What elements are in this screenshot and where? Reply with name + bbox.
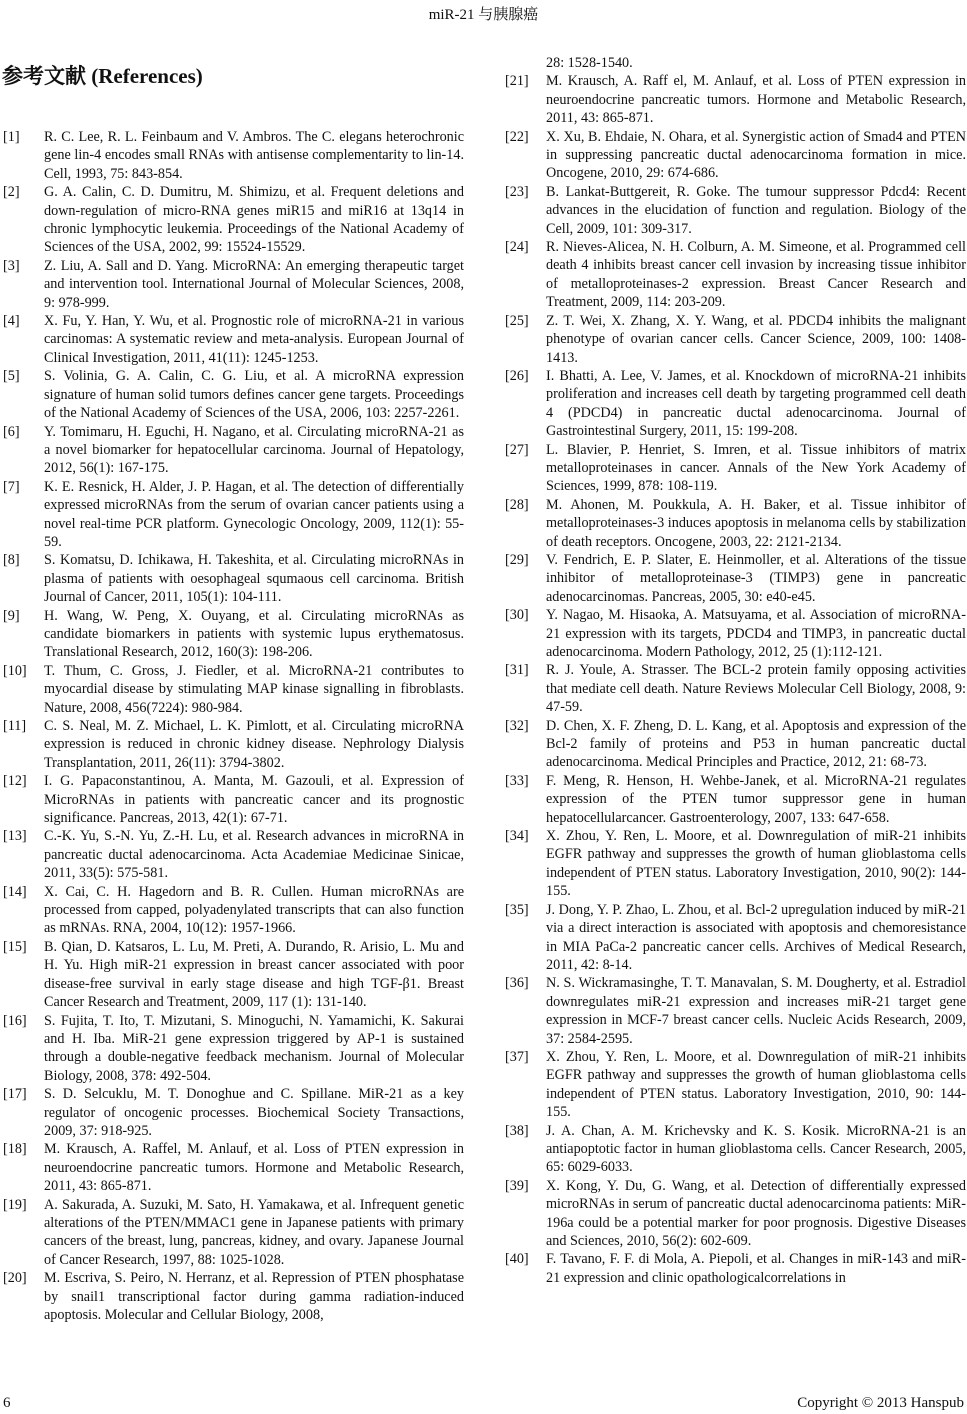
reference-item xyxy=(3,607,464,662)
reference-number: [31] xyxy=(505,662,529,679)
reference-text: B. Lankat-Buttgereit, R. Goke. The tumour suppressor Pdcd4: Recent advances in the elucidation of function and regulation. Biology of the Cell, 2009, 101: 309-317. xyxy=(546,183,966,237)
reference-number: [5] xyxy=(3,368,20,385)
reference-item xyxy=(505,1122,966,1177)
reference-number: [29] xyxy=(505,551,529,568)
reference-item xyxy=(505,441,966,496)
reference-item xyxy=(3,1196,464,1270)
reference-item xyxy=(3,1085,464,1140)
reference-text: Y. Nagao, M. Hisaoka, A. Matsuyama, et al. Association of microRNA-21 expression with its targets, PDCD4 and TIMP3, in pancreatic ductal adenocarcinoma. Modern Pathology, 2012, 25 (1):112-121. xyxy=(546,607,966,660)
reference-text: M. Krausch, A. Raff el, M. Anlauf, et al. Loss of PTEN expression in neuroendocrine pancreatic tumors. Hormone and Metabolic Research, 2011, 43: 865-871. xyxy=(546,73,966,127)
reference-number: [12] xyxy=(3,773,27,790)
reference-item xyxy=(505,717,966,772)
reference-item xyxy=(505,772,966,827)
reference-number: [28] xyxy=(505,496,529,513)
reference-text: J. A. Chan, A. M. Krichevsky and K. S. Kosik. MicroRNA-21 is an antiapoptotic factor in human glioblastoma cells. Cancer Research, 2005, 65: 6029-6033. xyxy=(546,1122,966,1176)
reference-number: [13] xyxy=(3,828,27,845)
reference-number: [27] xyxy=(505,441,529,458)
reference-item xyxy=(3,938,464,1012)
reference-item xyxy=(505,1250,966,1287)
reference-item xyxy=(505,1048,966,1122)
reference-text: C.-K. Yu, S.-N. Yu, Z.-H. Lu, et al. Research advances in microRNA in pancreatic ductal adenocarcinoma. Acta Academiae Medicinae Sinicae, 2011, 33(5): 575-581. xyxy=(44,828,464,882)
reference-item xyxy=(505,238,966,312)
reference-item xyxy=(505,312,966,367)
references-left-column xyxy=(3,128,464,1324)
reference-item xyxy=(505,183,966,238)
reference-number: [24] xyxy=(505,239,529,256)
reference-item xyxy=(3,551,464,606)
reference-text: F. Tavano, F. F. di Mola, A. Piepoli, et al. Changes in miR-143 and miR-21 expression and clinic opathologicalcorrelations in xyxy=(546,1251,966,1286)
reference-number: [8] xyxy=(3,552,20,569)
section-title: 参考文献 (References) xyxy=(2,64,203,88)
reference-text: R. J. Youle, A. Strasser. The BCL-2 protein family opposing activities that mediate cell death. Nature Reviews Molecular Cell Biology, 2008, 9: 47-59. xyxy=(546,662,966,716)
reference-number: [25] xyxy=(505,312,529,329)
reference-number: [34] xyxy=(505,828,529,845)
reference-number: [39] xyxy=(505,1177,529,1194)
reference-number: [35] xyxy=(505,901,529,918)
reference-text: Y. Tomimaru, H. Eguchi, H. Nagano, et al. Circulating microRNA-21 as a novel biomarker for hepatocellular carcinoma. Journal of Hepatology, 2012, 56(1): 167-175. xyxy=(44,423,464,477)
copyright-notice: Copyright © 2013 Hanspub xyxy=(797,1395,964,1411)
reference-text: R. Nieves-Alicea, N. H. Colburn, A. M. Simeone, et al. Programmed cell death 4 inhibits breast cancer cell invasion by increasing tissue inhibitor of metalloproteinases-2 expression. Breast Cancer Research and Treatment, 2009, 114: 203-209. xyxy=(546,239,966,311)
reference-item xyxy=(505,551,966,606)
reference-number: [7] xyxy=(3,478,20,495)
reference-number: [36] xyxy=(505,975,529,992)
reference-item xyxy=(3,827,464,882)
reference-number: [17] xyxy=(3,1086,27,1103)
reference-text: G. A. Calin, C. D. Dumitru, M. Shimizu, et al. Frequent deletions and down-regulation of micro-RNA genes miR15 and miR16 at 13q14 in chronic lymphocytic leukemia. Proceedings of the National Academy of Sciences of the USA, 2002, 99: 15524-15529. xyxy=(44,184,464,256)
reference-text: V. Fendrich, E. P. Slater, E. Heinmoller, et al. Alterations of the tissue inhibitor of metalloproteinase-3 (TIMP3) gene in pancreatic adenocarcinomas. Pancreas, 2005, 30: e40-e45. xyxy=(546,551,966,605)
reference-number: [19] xyxy=(3,1196,27,1213)
reference-text: N. S. Wickramasinghe, T. T. Manavalan, S. M. Dougherty, et al. Estradiol downregulates miR-21 expression and increases miR-21 target gene expression in MCF-7 breast cancer cells. Nucleic Acids Research, 2009, 37: 2584-2595. xyxy=(546,975,966,1047)
reference-item xyxy=(505,827,966,901)
reference-number: [23] xyxy=(505,183,529,200)
reference-number: [11] xyxy=(3,718,27,734)
reference-item xyxy=(3,367,464,422)
reference-text: T. Thum, C. Gross, J. Fiedler, et al. MicroRNA-21 contributes to myocardial disease by stimulating MAP kinase signalling in fibroblasts. Nature, 2008, 456(7224): 980-984. xyxy=(44,662,464,716)
references-right-column xyxy=(505,54,966,1287)
reference-text: R. C. Lee, R. L. Feinbaum and V. Ambros. The C. elegans heterochronic gene lin-4 encodes small RNAs with antisense complementarity to lin-14. Cell, 1993, 75: 843-854. xyxy=(44,129,464,182)
reference-item xyxy=(3,883,464,938)
reference-text: B. Qian, D. Katsaros, L. Lu, M. Preti, A. Durando, R. Arisio, L. Mu and H. Yu. High miR-21 expression in breast cancer associated with poor disease-free survival in early stage disease and high TGF-β1. Breast Cancer Research and Treatment, 2009, 117 (1): 131-140. xyxy=(44,938,464,1011)
reference-number: [2] xyxy=(3,184,20,201)
reference-text: S. D. Selcuklu, M. T. Donoghue and C. Spillane. MiR-21 as a key regulator of oncogenic processes. Biochemical Society Transactions, 2009, 37: 918-925. xyxy=(44,1086,464,1139)
reference-item xyxy=(505,974,966,1048)
reference-number: [3] xyxy=(3,257,20,274)
reference-text: M. Ahonen, M. Poukkula, A. H. Baker, et al. Tissue inhibitor of metalloproteinases-3 induces apoptosis in melanoma cells by stabilization of death receptors. Oncogene, 2003, 22: 2121-2134. xyxy=(546,496,966,550)
reference-number: [30] xyxy=(505,607,529,624)
reference-text: Z. Liu, A. Sall and D. Yang. MicroRNA: An emerging therapeutic target and intervention tool. International Journal of Molecular Sciences, 2008, 9: 978-999. xyxy=(44,257,464,311)
reference-text: M. Krausch, A. Raffel, M. Anlauf, et al. Loss of PTEN expression in neuroendocrine pancreatic tumors. Hormone and Metabolic Research, 2011, 43: 865-871. xyxy=(44,1141,464,1195)
reference-text: X. Fu, Y. Han, Y. Wu, et al. Prognostic role of microRNA-21 in various carcinomas: A systematic review and meta-analysis. European Journal of Clinical Investigation, 2011, 41(11): 1245-1253. xyxy=(44,313,464,366)
reference-number: [16] xyxy=(3,1012,27,1029)
reference-item xyxy=(3,717,464,772)
reference-item xyxy=(505,901,966,975)
reference-item xyxy=(3,478,464,552)
reference-number: [26] xyxy=(505,367,529,384)
reference-text: S. Komatsu, D. Ichikawa, H. Takeshita, et al. Circulating microRNAs in plasma of patients with oesophageal squmaous cell carcinoma. British Journal of Cancer, 2011, 105(1): 104-111. xyxy=(44,552,464,606)
reference-item xyxy=(3,1140,464,1195)
reference-number: [14] xyxy=(3,883,27,900)
reference-number: [20] xyxy=(3,1270,27,1287)
reference-text: C. S. Neal, M. Z. Michael, L. K. Pimlott, et al. Circulating microRNA expression is reduced in chronic kidney disease. Nephrology Dialysis Transplantation, 2011, 26(11): 3794-3802. xyxy=(44,718,464,771)
reference-item xyxy=(505,606,966,661)
reference-item xyxy=(505,496,966,551)
reference-text: H. Wang, W. Peng, X. Ouyang, et al. Circulating microRNAs as candidate biomarkers in patients with systemic lupus erythematosus. Translational Research, 2012, 160(3): 198-206. xyxy=(44,607,464,661)
reference-text: J. Dong, Y. P. Zhao, L. Zhou, et al. Bcl-2 upregulation induced by miR-21 via a direct interaction is associated with apoptosis and chemoresistance in MIA PaCa-2 pancreatic cancer cells. Archives of Medical Research, 2011, 42: 8-14. xyxy=(546,901,966,973)
reference-text: X. Xu, B. Ehdaie, N. Ohara, et al. Synergistic action of Smad4 and PTEN in suppressing pancreatic ductal adenocarcinoma formation in mice. Oncogene, 2010, 29: 674-686. xyxy=(546,128,966,182)
reference-number: [18] xyxy=(3,1141,27,1158)
reference-item xyxy=(3,128,464,183)
reference-item xyxy=(3,257,464,312)
reference-number: [4] xyxy=(3,313,20,330)
reference-number: [9] xyxy=(3,607,20,624)
reference-text: X. Cai, C. H. Hagedorn and B. R. Cullen. Human microRNAs are processed from capped, polyadenylated transcripts that can also function as mRNAs. RNA, 2004, 10(12): 1957-1966. xyxy=(44,883,464,937)
reference-number: [32] xyxy=(505,717,529,734)
reference-text: M. Escriva, S. Peiro, N. Herranz, et al. Repression of PTEN phosphatase by snail1 transcriptional factor during gamma radiation-induced apoptosis. Molecular and Cellular Biology, 2008, xyxy=(44,1270,464,1323)
reference-item xyxy=(3,312,464,367)
reference-number: [15] xyxy=(3,938,27,955)
reference-number: [38] xyxy=(505,1122,529,1139)
reference-item xyxy=(505,661,966,716)
reference-number: [37] xyxy=(505,1048,529,1065)
reference-text: S. Fujita, T. Ito, T. Mizutani, S. Minoguchi, N. Yamamichi, K. Sakurai and H. Iba. MiR-21 gene expression triggered by AP-1 is sustained through a double-negative feedback mechanism. Journal of Molecular Biology, 2008, 378: 492-504. xyxy=(44,1012,464,1084)
reference-text: L. Blavier, P. Henriet, S. Imren, et al. Tissue inhibitors of matrix metalloproteinases in cancer. Annals of the New York Academy of Sciences, 1999, 878: 108-119. xyxy=(546,441,966,495)
reference-text: F. Meng, R. Henson, H. Wehbe-Janek, et al. MicroRNA-21 regulates expression of the PTEN tumor suppressor gene in human hepatocellularcancer. Gastroenterology, 2007, 133: 647-658. xyxy=(546,772,966,826)
page-number: 6 xyxy=(3,1395,11,1411)
reference-item xyxy=(505,72,966,127)
reference-text: Z. T. Wei, X. Zhang, X. Y. Wang, et al. PDCD4 inhibits the malignant phenotype of ovarian cancer cells. Cancer Science, 2009, 100: 1408-1413. xyxy=(546,312,966,366)
reference-item xyxy=(505,367,966,441)
reference-item xyxy=(505,128,966,183)
reference-text: X. Zhou, Y. Ren, L. Moore, et al. Downregulation of miR-21 inhibits EGFR pathway and suppresses the growth of human glioblastoma cells independent of PTEN status. Laboratory Investigation, 2010, 90(2): 144-155. xyxy=(546,828,966,900)
reference-item xyxy=(3,662,464,717)
reference-text: A. Sakurada, A. Suzuki, M. Sato, H. Yamakawa, et al. Infrequent genetic alterations of the PTEN/MMAC1 gene in Japanese patients with primary cancers of the breast, lung, pancreas, kidney, and ovary. Japanese Journal of Cancer Research, 1997, 88: 1025-1028. xyxy=(44,1196,464,1268)
reference-number: [6] xyxy=(3,423,20,440)
reference-number: [33] xyxy=(505,772,529,789)
reference-text: S. Volinia, G. A. Calin, C. G. Liu, et al. A microRNA expression signature of human solid tumors defines cancer gene targets. Proceedings of the National Academy of Sciences of the USA, 2006, 103: 2257-2261. xyxy=(44,368,464,422)
reference-item xyxy=(3,423,464,478)
reference-item xyxy=(505,1177,966,1251)
reference-item xyxy=(3,772,464,827)
reference-item xyxy=(3,1269,464,1324)
reference-number: [21] xyxy=(505,73,529,90)
reference-number: [10] xyxy=(3,662,27,679)
reference-text: K. E. Resnick, H. Alder, J. P. Hagan, et al. The detection of differentially expressed microRNAs from the serum of ovarian cancer patients using a novel real-time PCR platform. Gynecologic Oncology, 2009, 112(1): 55-59. xyxy=(44,478,464,550)
reference-text: D. Chen, X. F. Zheng, D. L. Kang, et al. Apoptosis and expression of the Bcl-2 family of proteins and P53 in human pancreatic ductal adenocarcinoma. Medical Principles and Practice, 2012, 21: 68-73. xyxy=(546,717,966,771)
reference-number: [1] xyxy=(3,129,20,145)
reference-number: [22] xyxy=(505,128,529,145)
reference-number: [40] xyxy=(505,1251,529,1268)
reference-text: I. Bhatti, A. Lee, V. James, et al. Knockdown of microRNA-21 inhibits proliferation and increases cell death by targeting programmed cell death 4 (PDCD4) in pancreatic ductal adenocarcinoma. Journal of Gastrointestinal Surgery, 2011, 15: 199-208. xyxy=(546,367,966,440)
reference-item xyxy=(3,183,464,257)
reference-text: I. G. Papaconstantinou, A. Manta, M. Gazouli, et al. Expression of MicroRNAs in patients with pancreatic cancer and its prognostic significance. Pancreas, 2013, 42(1): 67-71. xyxy=(44,773,464,827)
running-header: miR-21 与胰腺癌 xyxy=(428,7,539,23)
reference-continuation: 28: 1528-1540. xyxy=(546,55,633,71)
reference-item xyxy=(3,1012,464,1086)
reference-text: X. Kong, Y. Du, G. Wang, et al. Detection of differentially expressed microRNAs in serum of pancreatic ductal adenocarcinoma patients: MiR-196a could be a potential marker for poor prognosis. Digestive Diseases and Sciences, 2010, 56(2): 602-609. xyxy=(546,1177,966,1249)
reference-text: X. Zhou, Y. Ren, L. Moore, et al. Downregulation of miR-21 inhibits EGFR pathway and suppresses the growth of human glioblastoma cells independent of PTEN status. Laboratory Investigation, 2010, 90: 144-155. xyxy=(546,1048,966,1121)
